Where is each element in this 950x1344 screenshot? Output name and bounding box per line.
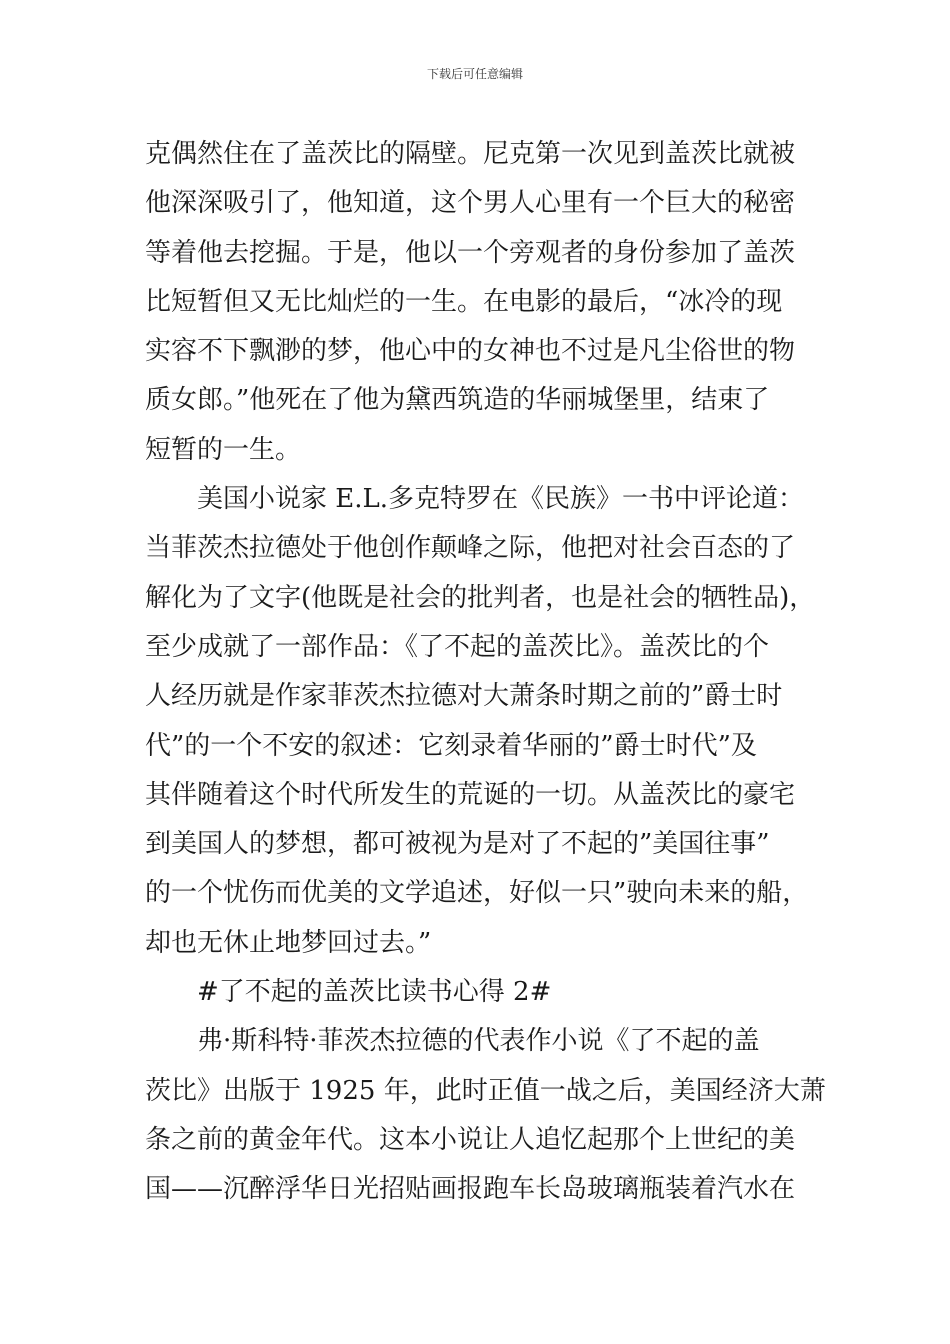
text-line: 克偶然住在了盖茨比的隔壁。尼克第一次见到盖茨比就被	[145, 139, 796, 169]
document-body	[145, 130, 845, 1215]
text-line: 他深深吸引了，他知道，这个男人心里有一个巨大的秘密	[145, 188, 796, 219]
text-line: 却也无休止地梦回过去。”	[145, 927, 432, 958]
paragraph-start-line: 美国小说家 E.L.多克特罗在《民族》一书中评论道：	[197, 484, 805, 515]
section-heading: #了不起的盖茨比读书心得 2#	[197, 977, 552, 1008]
text-line: 实容不下飘渺的梦，他心中的女神也不过是凡尘俗世的物	[145, 336, 796, 367]
text-line: 等着他去挖掘。于是，他以一个旁观者的身份参加了盖茨	[145, 237, 796, 268]
text-line: 当菲茨杰拉德处于他创作颠峰之际，他把对社会百态的了	[145, 533, 796, 564]
text-line: 比短暂但又无比灿烂的一生。在电影的最后，“冰冷的现	[145, 286, 783, 317]
text-line: 至少成就了一部作品：《了不起的盖茨比》。盖茨比的个	[145, 631, 770, 662]
text-line: 的一个忧伤而优美的文学追述，好似一只”驶向未来的船，	[145, 878, 809, 909]
text-line: 人经历就是作家菲茨杰拉德对大萧条时期之前的”爵士时	[145, 681, 783, 712]
text-line: 短暂的一生。	[145, 434, 302, 465]
paragraph-start-line: 弗·斯科特·菲茨杰拉德的代表作小说《了不起的盖	[197, 1026, 760, 1057]
text-line: 质女郎。”他死在了他为黛西筑造的华丽城堡里，结束了	[145, 385, 770, 416]
text-line: 到美国人的梦想，都可被视为是对了不起的”美国往事”	[145, 829, 770, 860]
text-line: 解化为了文字(他既是社会的批判者，也是社会的牺牲品)，	[145, 582, 816, 613]
text-line: 茨比》出版于 1925 年，此时正值一战之后，美国经济大萧	[145, 1075, 826, 1106]
text-line: 其伴随着这个时代所发生的荒诞的一切。从盖茨比的豪宅	[145, 779, 796, 810]
text-line: 国——沉醉浮华日光招贴画报跑车长岛玻璃瓶装着汽水在	[145, 1174, 796, 1205]
page-header: 下载后可任意编辑	[426, 67, 523, 81]
text-line: 代”的一个不安的叙述：它刻录着华丽的”爵士时代”及	[145, 730, 757, 761]
text-line: 条之前的黄金年代。这本小说让人追忆起那个上世纪的美	[145, 1124, 796, 1155]
